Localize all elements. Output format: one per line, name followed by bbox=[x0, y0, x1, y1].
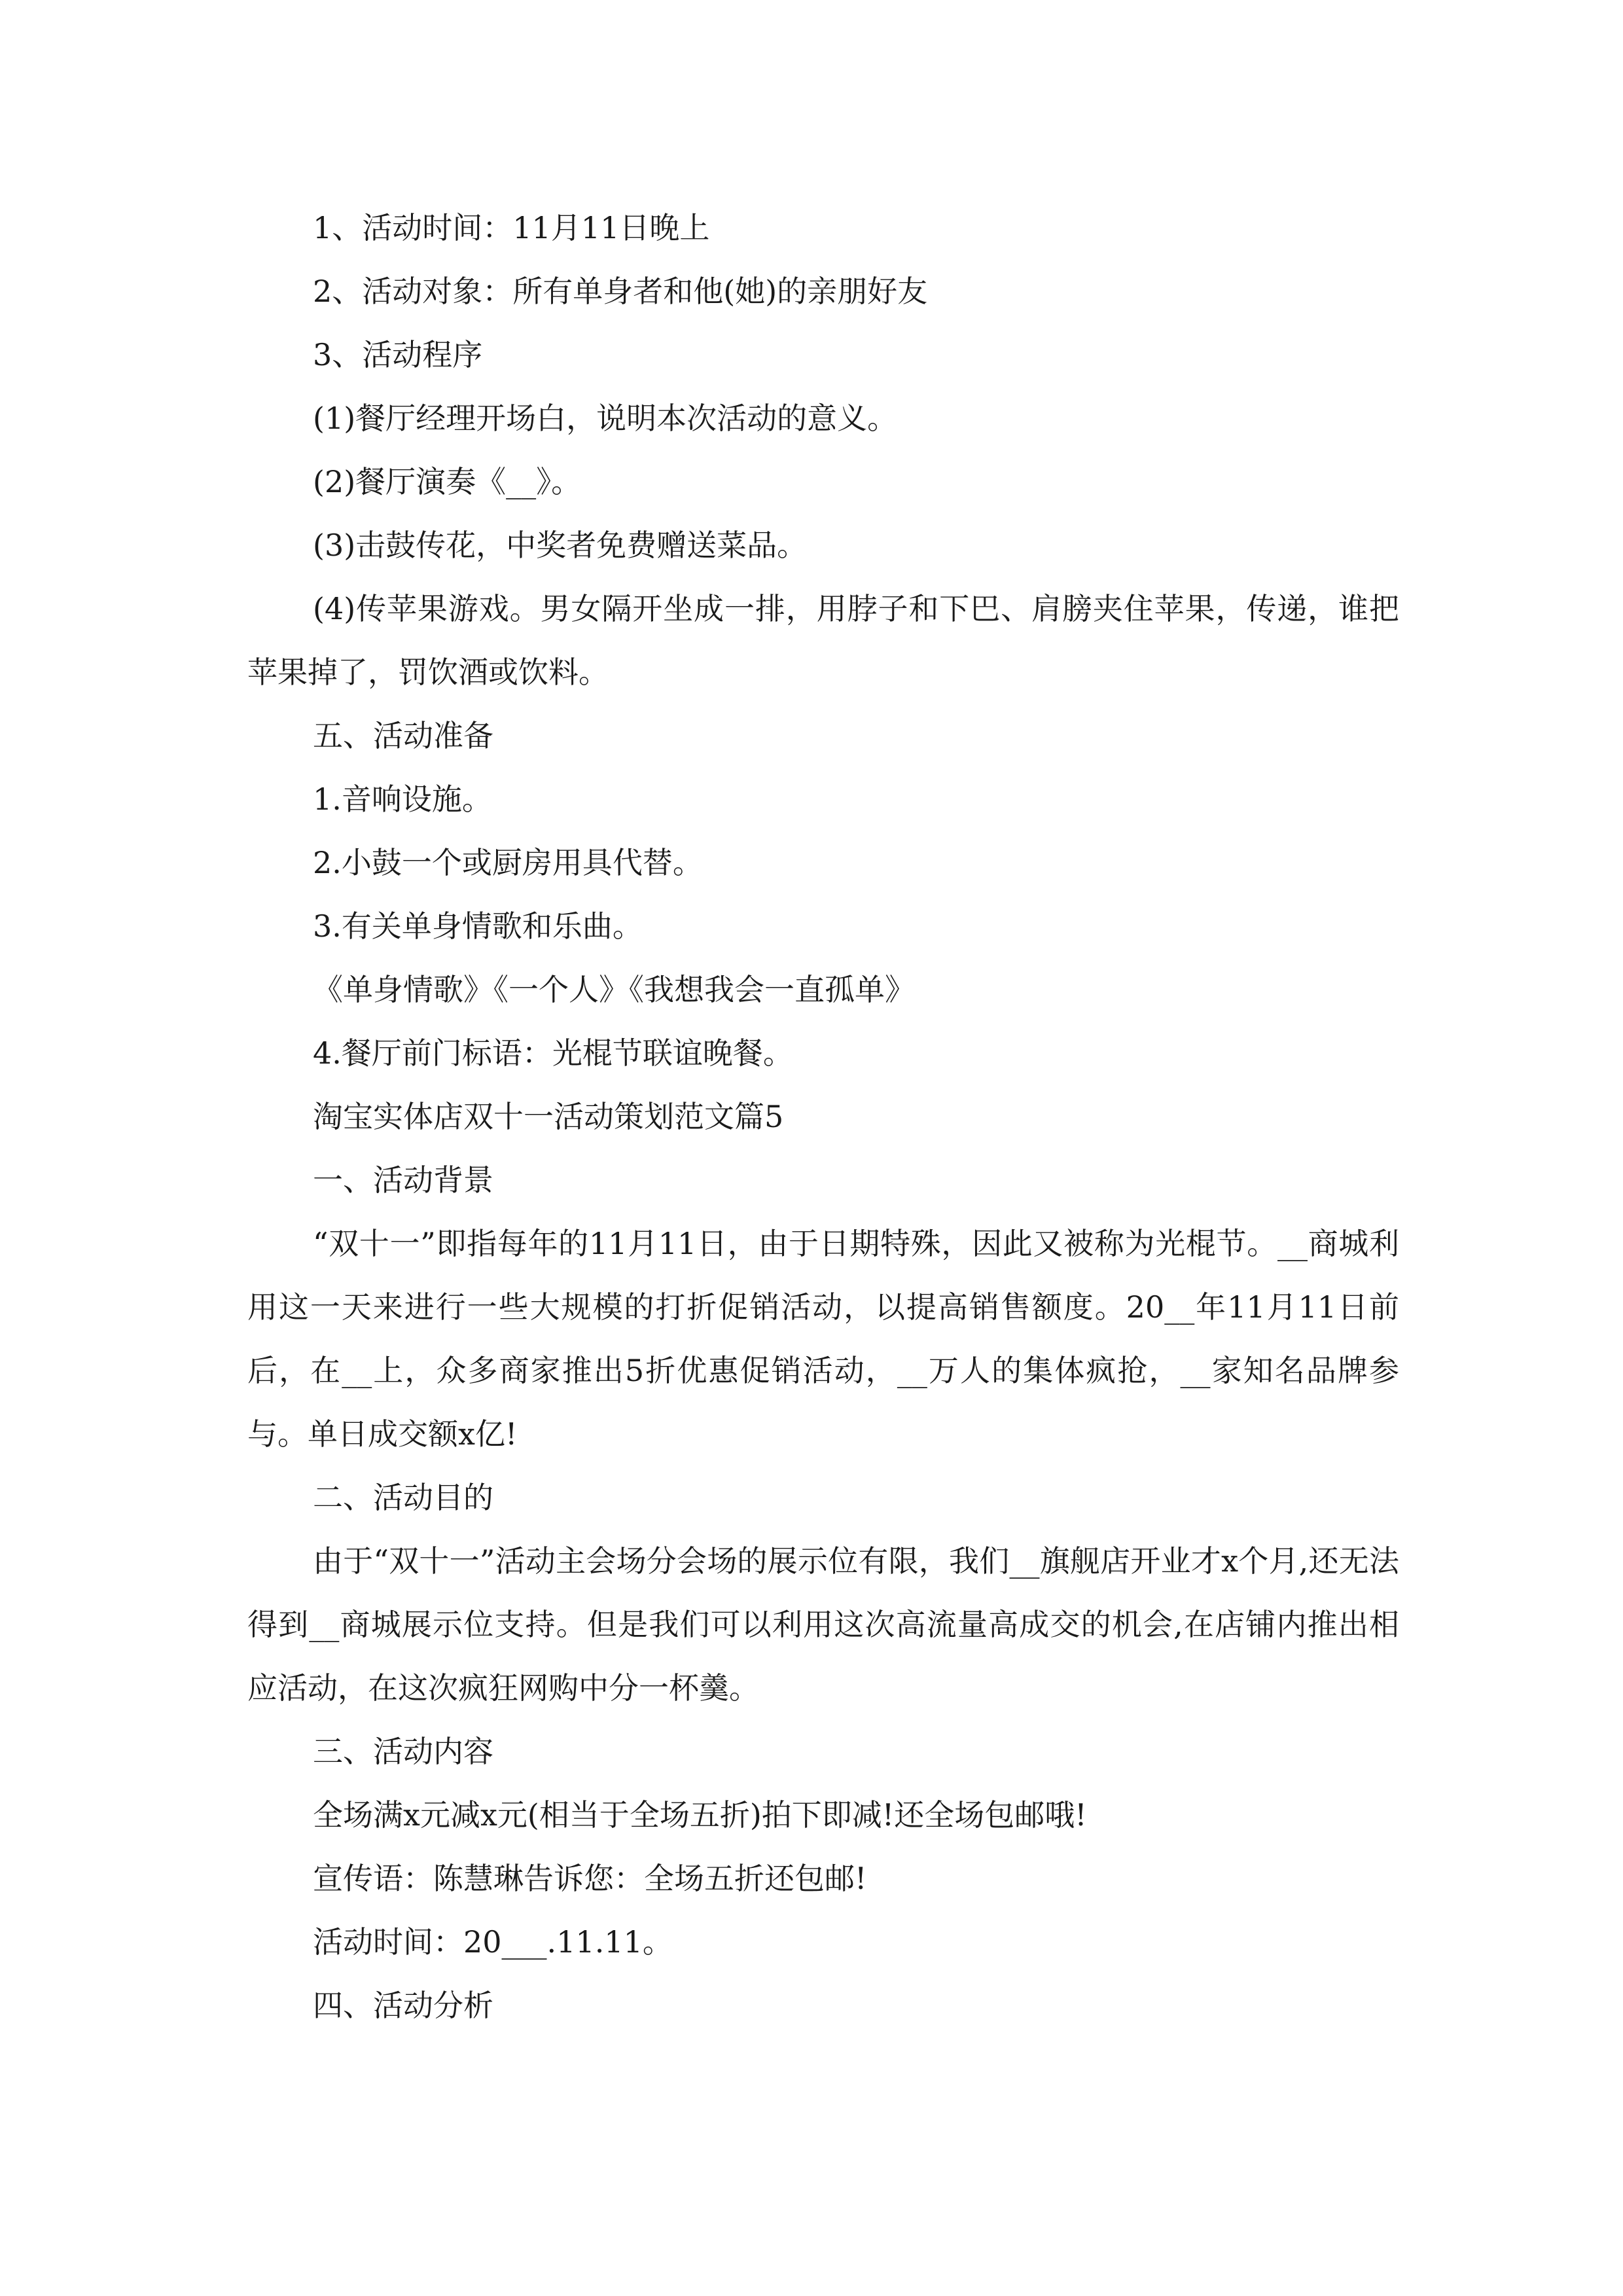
paragraph-song-list: 《单身情歌》《一个人》《我想我会一直孤单》 bbox=[313, 972, 915, 1007]
paragraph-prep-3: 3.有关单身情歌和乐曲。 bbox=[313, 908, 643, 944]
paragraph-procedure-1: (1)餐厅经理开场白，说明本次活动的意义。 bbox=[313, 401, 898, 436]
heading-activity-preparation: 五、活动准备 bbox=[313, 718, 493, 753]
paragraph-slogan: 宣传语：陈慧琳告诉您：全场五折还包邮! bbox=[313, 1861, 867, 1896]
paragraph-activity-time: 1、活动时间：11月11日晚上 bbox=[313, 210, 710, 245]
paragraph-activity-target: 2、活动对象：所有单身者和他(她)的亲朋好友 bbox=[313, 274, 928, 309]
heading-activity-content: 三、活动内容 bbox=[313, 1734, 493, 1769]
heading-activity-analysis: 四、活动分析 bbox=[313, 1988, 493, 2023]
heading-activity-background: 一、活动背景 bbox=[313, 1162, 493, 1198]
paragraph-activity-procedure: 3、活动程序 bbox=[313, 337, 483, 372]
paragraph-prep-4: 4.餐厅前门标语：光棍节联谊晚餐。 bbox=[313, 1035, 793, 1071]
paragraph-prep-2: 2.小鼓一个或厨房用具代替。 bbox=[313, 845, 703, 880]
paragraph-background: “双十一”即指每年的11月11日，由于日期特殊，因此又被称为光棍节。__商城利用这一天来进行一些大规模的打折促销活动，以提高销售额度。20__年11月11日前后，在__上，众多商家推出5折优惠促销活动，__万人的集体疯抢，__家知名品牌参与。单日成交额x亿! bbox=[247, 1226, 1399, 1452]
paragraph-procedure-3: (3)击鼓传花，中奖者免费赠送菜品。 bbox=[313, 528, 808, 563]
paragraph-procedure-2: (2)餐厅演奏《__》。 bbox=[313, 464, 582, 499]
paragraph-prep-1: 1.音响设施。 bbox=[313, 781, 492, 817]
paragraph-purpose: 由于“双十一”活动主会场分会场的展示位有限，我们__旗舰店开业才x个月,还无法得到__商城展示位支持。但是我们可以利用这次高流量高成交的机会,在店铺内推出相应活动，在这次疯狂网购中分一杯羹。 bbox=[247, 1543, 1399, 1706]
paragraph-content-offer: 全场满x元减x元(相当于全场五折)拍下即减!还全场包邮哦! bbox=[313, 1797, 1087, 1833]
paragraph-procedure-4: (4)传苹果游戏。男女隔开坐成一排，用脖子和下巴、肩膀夹住苹果，传递，谁把苹果掉了，罚饮酒或饮料。 bbox=[247, 591, 1399, 690]
paragraph-content-time: 活动时间：20___.11.11。 bbox=[313, 1924, 673, 1960]
section-title-sample-5: 淘宝实体店双十一活动策划范文篇5 bbox=[313, 1099, 784, 1134]
heading-activity-purpose: 二、活动目的 bbox=[313, 1480, 493, 1515]
document-page bbox=[247, 196, 1399, 2037]
